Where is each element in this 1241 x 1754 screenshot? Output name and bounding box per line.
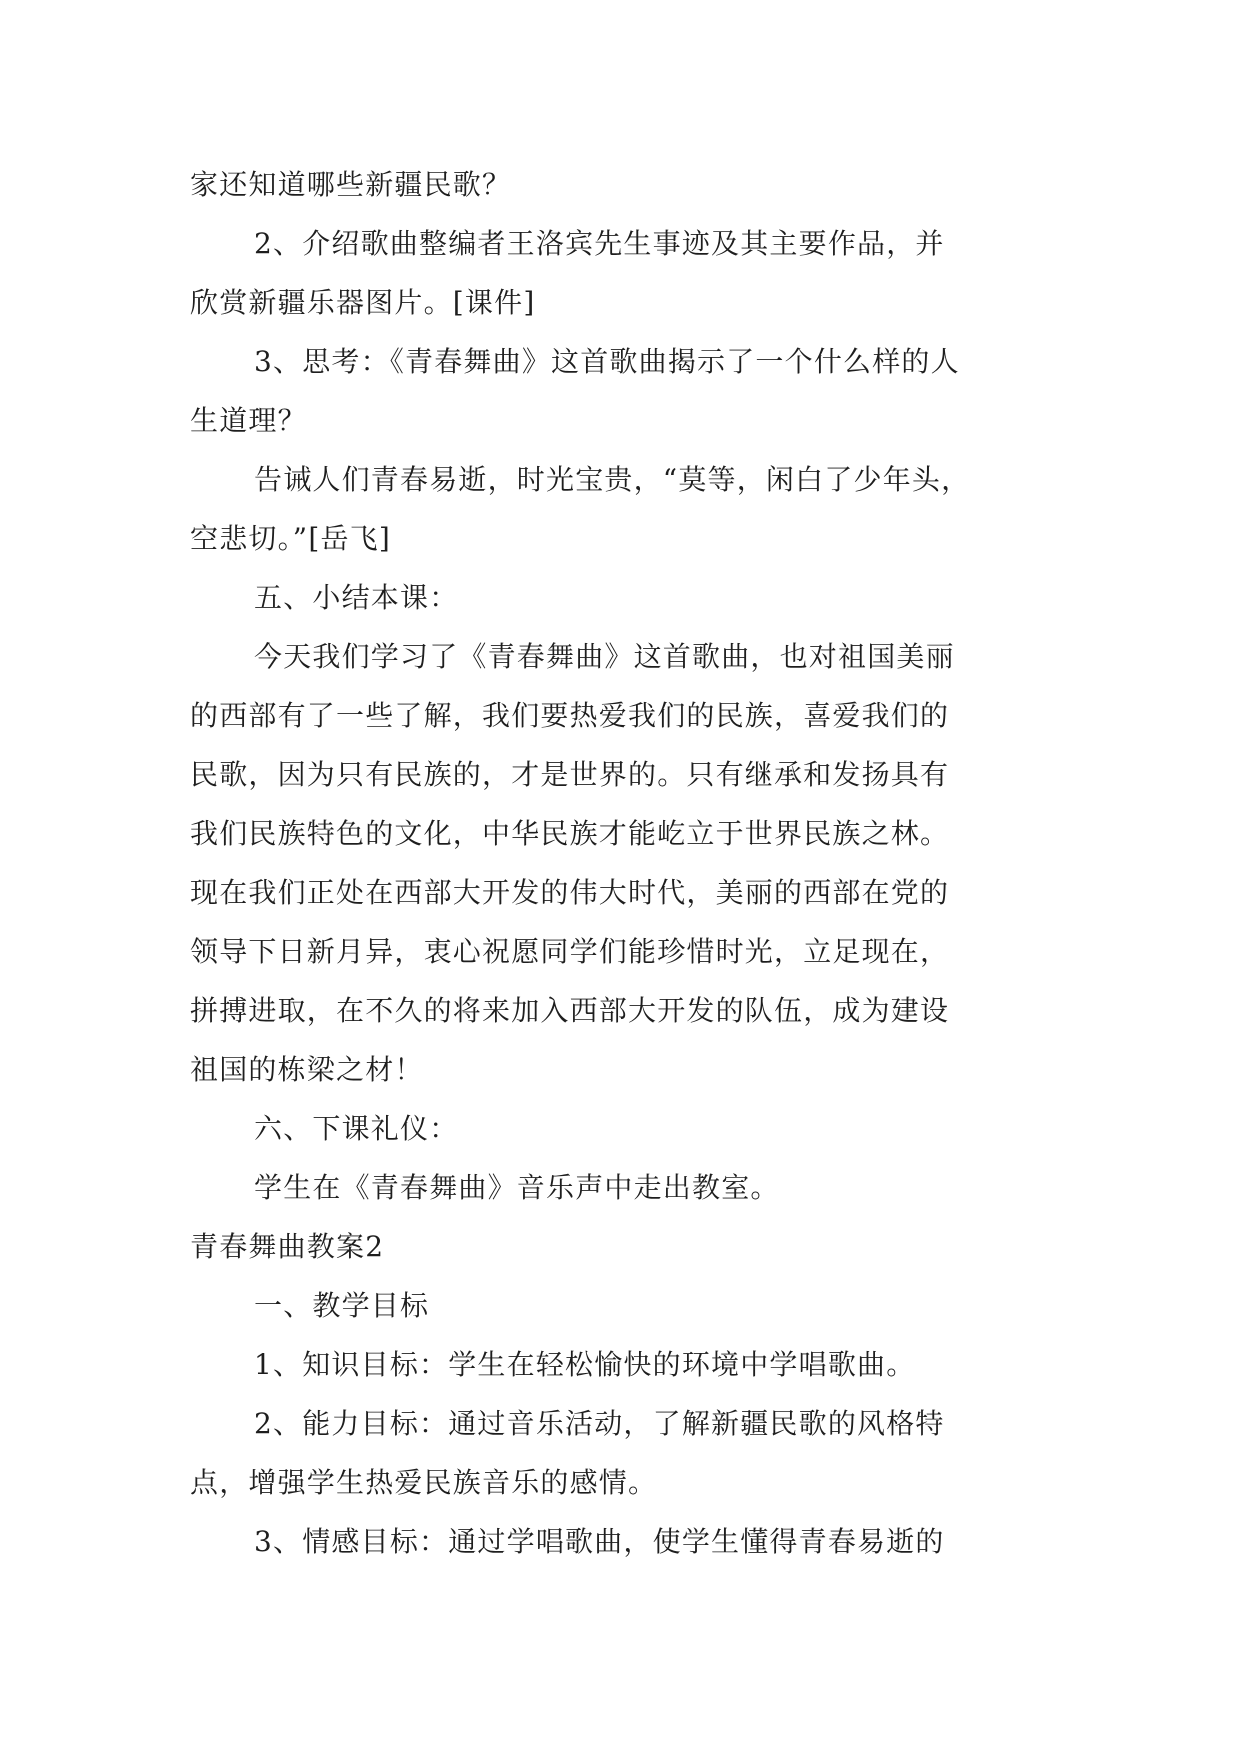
- document-title: 青春舞曲教案2: [190, 1230, 385, 1263]
- text-line: 民歌，因为只有民族的，才是世界的。只有继承和发扬具有: [190, 758, 950, 791]
- text-line: 空悲切。”[岳飞]: [190, 522, 391, 555]
- text-line: 拼搏进取，在不久的将来加入西部大开发的队伍，成为建设: [190, 994, 950, 1027]
- text-line: 现在我们正处在西部大开发的伟大时代，美丽的西部在党的: [190, 876, 950, 909]
- text-line: 1、知识目标：学生在轻松愉快的环境中学唱歌曲。: [254, 1348, 916, 1381]
- text-line: 生道理？: [190, 404, 307, 437]
- text-line: 告诫人们青春易逝，时光宝贵，“莫等，闲白了少年头，: [254, 463, 971, 496]
- section-heading: 五、小结本课：: [254, 581, 459, 614]
- text-line: 领导下日新月异，衷心祝愿同学们能珍惜时光，立足现在，: [190, 935, 950, 968]
- text-line: 的西部有了一些了解，我们要热爱我们的民族，喜爱我们的: [190, 699, 950, 732]
- document-page: [190, 155, 1060, 1571]
- text-line: 我们民族特色的文化，中华民族才能屹立于世界民族之林。: [190, 817, 950, 850]
- text-line: 点，增强学生热爱民族音乐的感情。: [190, 1466, 658, 1499]
- text-line: 3、思考：《青春舞曲》这首歌曲揭示了一个什么样的人: [254, 345, 960, 378]
- text-line: 2、介绍歌曲整编者王洛宾先生事迹及其主要作品，并: [254, 227, 945, 260]
- text-line: 学生在《青春舞曲》音乐声中走出教室。: [254, 1171, 780, 1204]
- text-line: 祖国的栋梁之材！: [190, 1053, 424, 1086]
- text-line: 3、情感目标：通过学唱歌曲，使学生懂得青春易逝的: [254, 1525, 945, 1558]
- text-line: 今天我们学习了《青春舞曲》这首歌曲，也对祖国美丽: [254, 640, 955, 673]
- section-heading: 六、下课礼仪：: [254, 1112, 459, 1145]
- text-line: 2、能力目标：通过音乐活动，了解新疆民歌的风格特: [254, 1407, 945, 1440]
- section-heading: 一、教学目标: [254, 1289, 430, 1322]
- text-line: 欣赏新疆乐器图片。[课件]: [190, 286, 536, 319]
- text-line: 家还知道哪些新疆民歌？: [190, 168, 512, 201]
